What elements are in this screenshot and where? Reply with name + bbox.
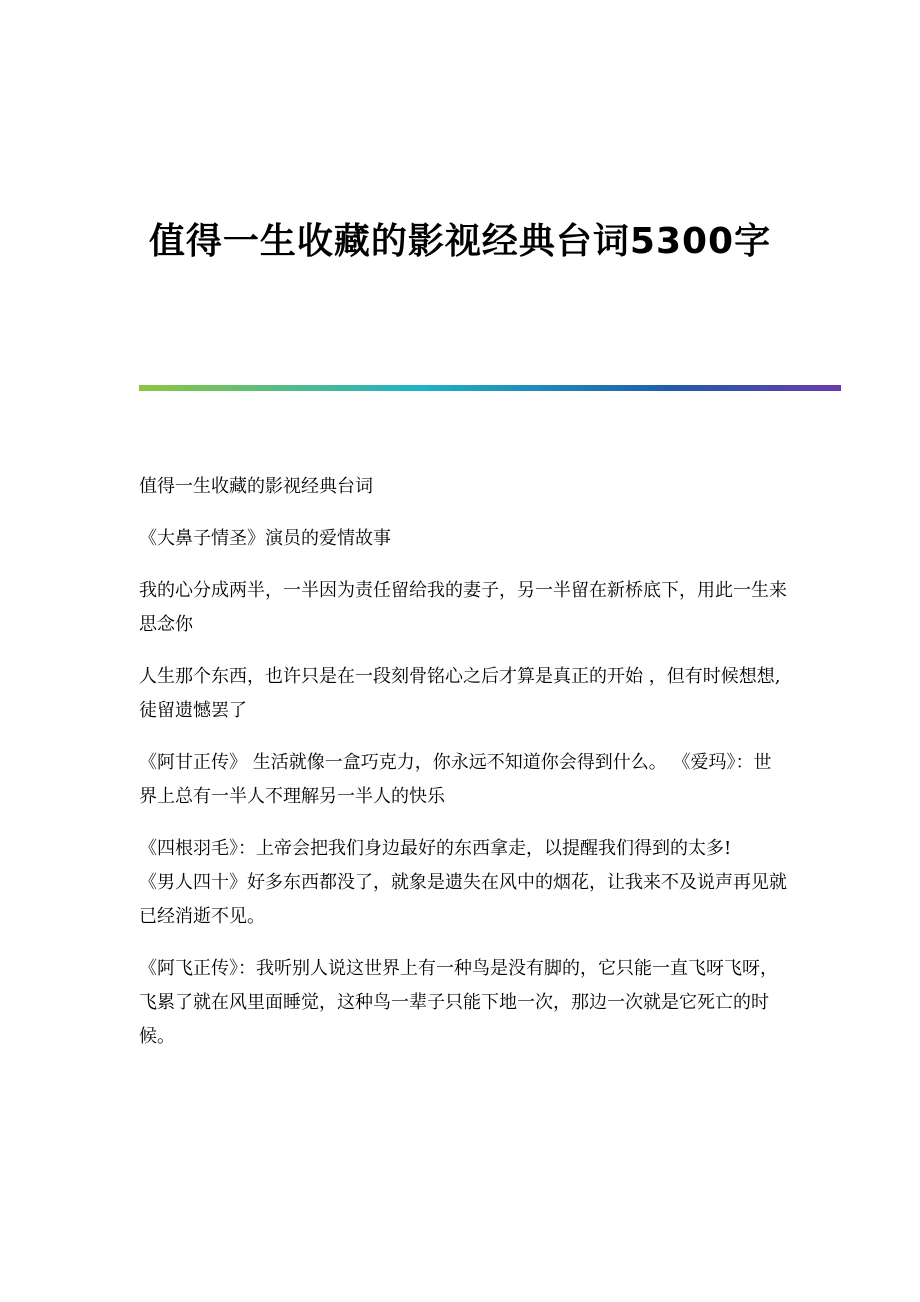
- title-divider: [139, 385, 841, 391]
- paragraph: 《四根羽毛》：上帝会把我们身边最好的东西拿走，以提醒我们得到的太多!: [139, 838, 732, 859]
- paragraph: 《大鼻子情圣》演员的爱情故事: [139, 528, 391, 549]
- paragraph: 《男人四十》好多东西都没了，就象是遗失在风中的烟花，让我来不及说声再见就已经消逝不见。: [139, 872, 787, 927]
- paragraph: 我的心分成两半，一半因为责任留给我的妻子，另一半留在新桥底下，用此一生来思念你: [139, 580, 787, 635]
- page-title: 值得一生收藏的影视经典台词5300字: [148, 221, 772, 262]
- paragraph: 《阿飞正传》：我听别人说这世界上有一种鸟是没有脚的，它只能一直飞呀飞呀，飞累了就在风里面睡觉，这种鸟一辈子只能下地一次，那边一次就是它死亡的时候。: [139, 958, 778, 1047]
- document-body: [139, 470, 789, 1072]
- paragraph-heading: 值得一生收藏的影视经典台词: [139, 476, 373, 497]
- paragraph: 《阿甘正传》 生活就像一盒巧克力，你永远不知道你会得到什么。 《爱玛》：世界上总有一半人不理解另一半人的快乐: [139, 752, 772, 807]
- paragraph: 人生那个东西，也许只是在一段刻骨铭心之后才算是真正的开始 ，但有时候想想,徒留遗憾罢了: [139, 666, 781, 721]
